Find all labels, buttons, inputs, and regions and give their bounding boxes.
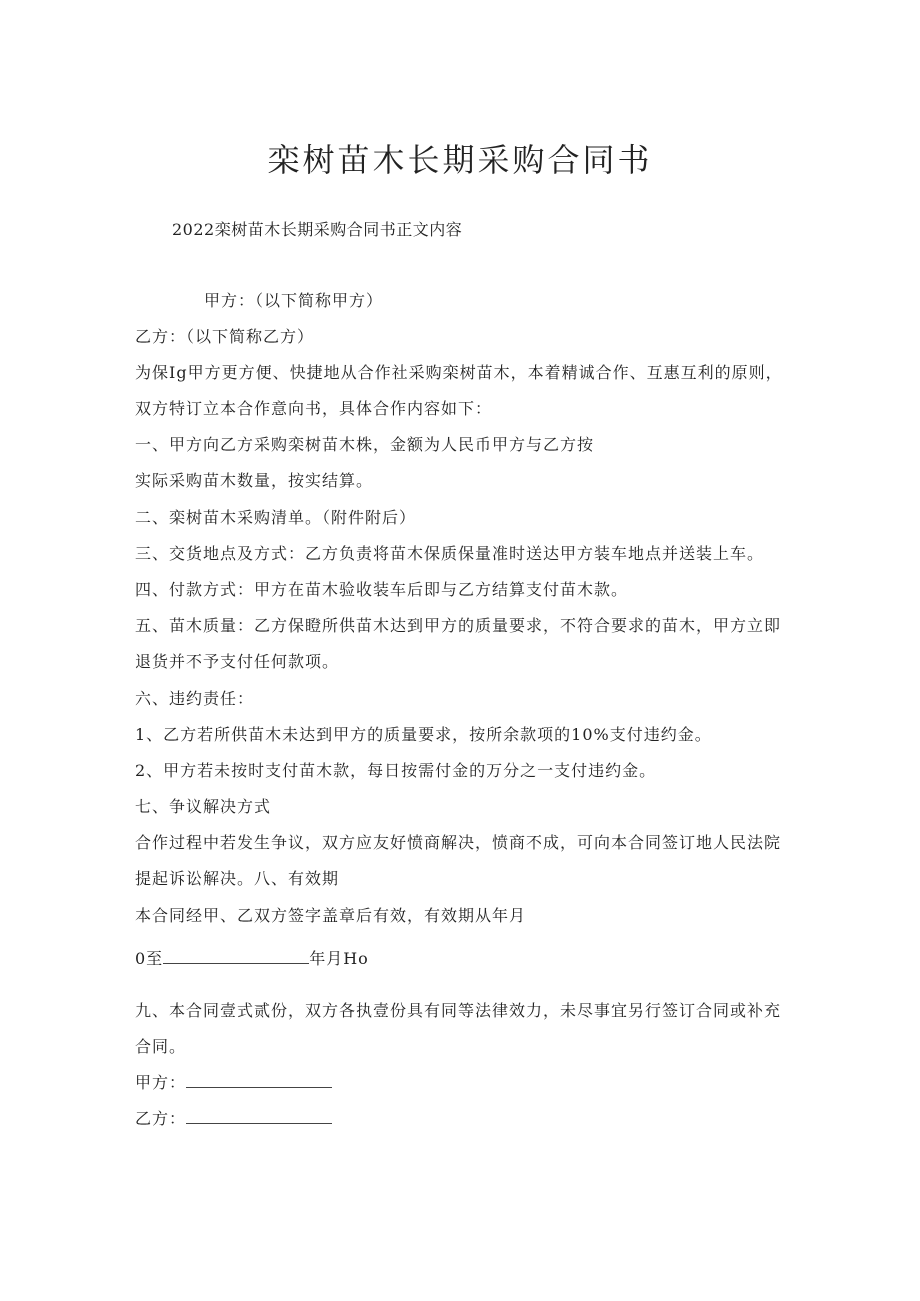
clause-7-heading: 七、争议解决方式 [135, 797, 272, 816]
clause-1-line-2: 实际采购苗木数量，按实结算。 [135, 471, 374, 490]
clause-4: 四、付款方式：甲方在苗木验收装车后即与乙方结算支付苗木款。 [135, 580, 629, 599]
document-title: 栾树苗木长期采购合同书 [267, 141, 653, 179]
clause-7-line-2: 提起诉讼解决。八、有效期 [135, 869, 340, 888]
signature-party-a [135, 1072, 332, 1094]
validity-end-blank [163, 949, 309, 964]
signature-party-b-label: 乙方： [135, 1109, 187, 1128]
clause-8-line-1: 本合同经甲、乙双方签字盖章后有效，有效期从年月 [135, 906, 527, 925]
clause-9-line-2: 合同。 [135, 1037, 187, 1056]
clause-1-line-1: 一、甲方向乙方采购栾树苗木株，金额为人民币甲方与乙方按 [135, 435, 595, 454]
clause-6-item-1: 1、乙方若所供苗木未达到甲方的质量要求，按所余款项的10%支付违约金。 [135, 725, 712, 744]
clause-8-line-2 [135, 948, 369, 970]
clause-5-line-1: 五、苗木质量：乙方保瞪所供苗木达到甲方的质量要求，不符合要求的苗木，甲方立即 [135, 616, 782, 635]
document-subtitle: 2022栾树苗木长期采购合同书正文内容 [172, 220, 463, 239]
validity-end-suffix: 年月Ho [309, 949, 369, 968]
party-a-line: 甲方：（以下简称甲方） [204, 291, 384, 310]
validity-end-prefix: 0至 [135, 949, 164, 968]
signature-party-b [135, 1108, 332, 1130]
signature-party-b-blank [186, 1109, 332, 1124]
clause-6-item-2: 2、甲方若未按时支付苗木款，每日按需付金的万分之一支付违约金。 [135, 761, 657, 780]
clause-6-heading: 六、违约责任： [135, 689, 255, 708]
intro-line-1: 为保Ig甲方更方便、快捷地从合作社采购栾树苗木，本着精诚合作、互惠互利的原则， [135, 363, 783, 382]
party-b-line: 乙方：（以下简称乙方） [135, 327, 315, 346]
intro-line-2: 双方特订立本合作意向书，具体合作内容如下： [135, 399, 493, 418]
clause-5-line-2: 退货并不予支付任何款项。 [135, 652, 340, 671]
signature-party-a-blank [186, 1073, 332, 1088]
signature-party-a-label: 甲方： [135, 1073, 187, 1092]
clause-2: 二、栾树苗木采购清单。（附件附后） [135, 508, 417, 527]
clause-9-line-1: 九、本合同壹式贰份，双方各执壹份具有同等法律效力，未尽事宜另行签订合同或补充 [135, 1001, 782, 1020]
clause-3: 三、交货地点及方式：乙方负责将苗木保质保量准时送达甲方装车地点并送装上车。 [135, 544, 765, 563]
clause-7-line-1: 合作过程中若发生争议，双方应友好愤商解决，愤商不成，可向本合同签订地人民法院 [135, 833, 782, 852]
